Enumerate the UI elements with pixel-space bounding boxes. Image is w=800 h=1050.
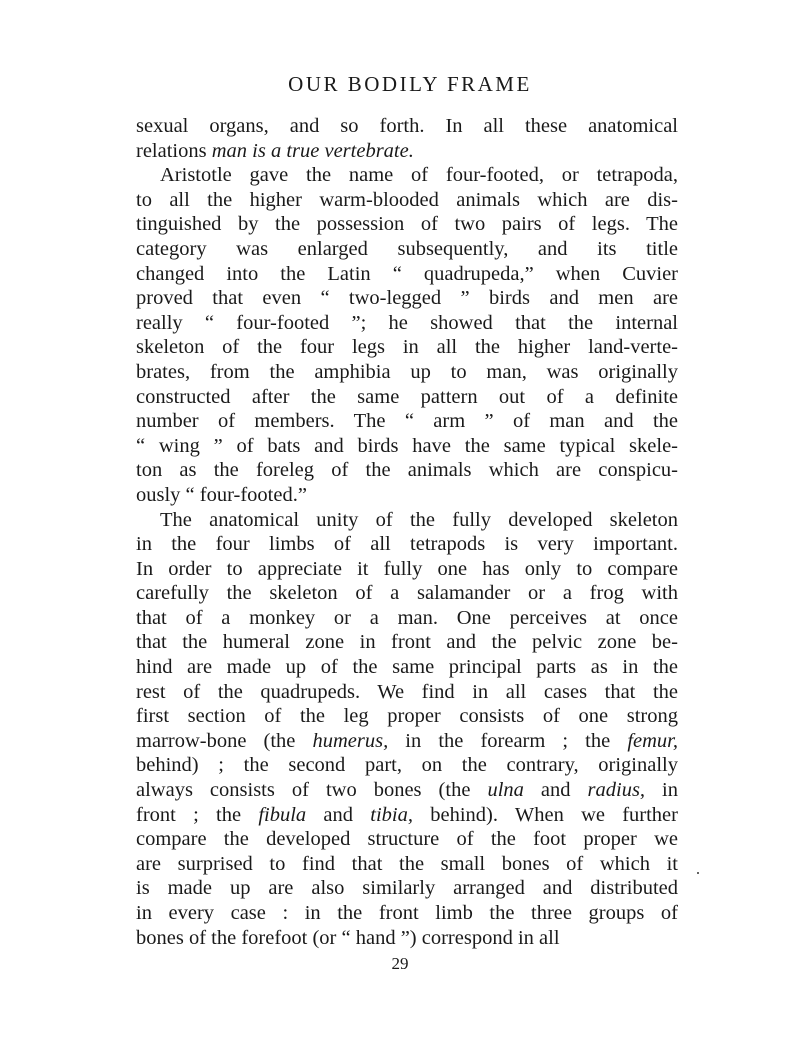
text-run: in the four limbs of all tetrapods is very important. xyxy=(136,533,678,556)
text-line xyxy=(136,680,678,705)
text-line xyxy=(136,926,678,951)
text-run: and xyxy=(306,803,371,826)
text-line xyxy=(136,557,678,582)
italic-run: tibia, xyxy=(370,803,413,826)
text-run: and xyxy=(523,779,588,802)
text-run: always consists of two bones (the xyxy=(136,779,488,802)
text-line xyxy=(136,458,678,483)
text-line xyxy=(136,901,678,926)
text-run: ton as the foreleg of the animals which are conspicu- xyxy=(136,459,678,482)
running-head: OUR BODILY FRAME xyxy=(288,72,532,96)
text-line xyxy=(136,114,678,139)
text-run: that the humeral zone in front and the pelvic zone be- xyxy=(136,631,678,654)
paragraph-1 xyxy=(136,114,678,163)
text-line xyxy=(136,532,678,557)
text-run: front ; the xyxy=(136,803,259,826)
text-run: In order to appreciate it fully one has only to compare xyxy=(136,557,678,580)
text-run: really “ four-footed ”; he showed that the internal xyxy=(136,311,678,334)
italic-run: femur, xyxy=(627,729,678,752)
text-run: hind are made up of the same principal parts as in the xyxy=(136,656,678,679)
text-run: number of members. The “ arm ” of man and the xyxy=(136,410,678,433)
text-line xyxy=(136,753,678,778)
text-line xyxy=(136,139,678,164)
italic-run: man is a true vertebrate. xyxy=(211,139,414,162)
text-run: ously “ four-footed.” xyxy=(136,483,307,506)
text-line xyxy=(136,729,678,754)
page-number: 29 xyxy=(391,954,409,973)
paragraph-3 xyxy=(136,508,678,951)
text-run: behind). When we further xyxy=(413,803,678,826)
text-line xyxy=(136,508,678,533)
text-run: skeleton of the four legs in all the higher land-verte- xyxy=(136,336,678,359)
text-line xyxy=(136,212,678,237)
text-run: changed into the Latin “ quadrupeda,” when Cuvier xyxy=(136,262,678,285)
text-run: Aristotle gave the name of four-footed, or tetrapoda, xyxy=(160,164,678,187)
text-line xyxy=(136,606,678,631)
text-run: tinguished by the possession of two pairs of legs. The xyxy=(136,213,678,236)
text-run: behind) ; the second part, on the contrary, originally xyxy=(136,754,678,777)
text-line xyxy=(136,335,678,360)
text-line xyxy=(136,803,678,828)
italic-run: humerus, xyxy=(312,729,389,752)
text-run: rest of the quadrupeds. We find in all cases that the xyxy=(136,680,678,703)
text-run: “ wing ” of bats and birds have the same typical skele- xyxy=(136,434,678,457)
text-line xyxy=(136,827,678,852)
text-line xyxy=(136,385,678,410)
text-run: proved that even “ two-legged ” birds and men are xyxy=(136,287,678,310)
text-line xyxy=(136,581,678,606)
text-line xyxy=(136,778,678,803)
text-run: that of a monkey or a man. One perceives at once xyxy=(136,606,678,629)
text-run: sexual organs, and so forth. In all these anatomical xyxy=(136,115,678,137)
text-line xyxy=(136,655,678,680)
text-line xyxy=(136,409,678,434)
text-run: to all the higher warm-blooded animals which are dis- xyxy=(136,188,678,211)
text-line xyxy=(136,188,678,213)
italic-run: fibula xyxy=(258,803,307,826)
text-run: are surprised to find that the small bones of which it xyxy=(136,852,678,875)
text-line xyxy=(136,311,678,336)
text-run: brates, from the amphibia up to man, was originally xyxy=(136,360,678,383)
text-line xyxy=(136,483,678,508)
text-run: relations xyxy=(136,139,212,162)
text-line xyxy=(136,360,678,385)
text-run: category was enlarged subsequently, and its title xyxy=(136,237,678,260)
text-run: first section of the leg proper consists of one strong xyxy=(136,705,678,728)
ink-speck xyxy=(697,872,699,874)
text-run: in every case : in the front limb the three groups of xyxy=(136,902,678,924)
text-line xyxy=(136,852,678,877)
text-line xyxy=(136,630,678,655)
text-line xyxy=(136,876,678,901)
body-text xyxy=(136,114,678,950)
text-run: carefully the skeleton of a salamander or a frog with xyxy=(136,582,678,605)
text-line xyxy=(136,237,678,262)
paragraph-2 xyxy=(136,163,678,507)
text-line xyxy=(136,262,678,287)
text-run: bones of the forefoot (or “ hand ”) correspond in all xyxy=(136,926,560,949)
text-run: marrow-bone (the xyxy=(136,729,313,752)
italic-run: ulna xyxy=(487,779,524,802)
text-run: is made up are also similarly arranged and distributed xyxy=(136,877,678,900)
text-line xyxy=(136,704,678,729)
text-run: in the forearm ; the xyxy=(388,729,628,752)
text-line xyxy=(136,434,678,459)
text-run: constructed after the same pattern out of a definite xyxy=(136,385,678,408)
text-line xyxy=(136,286,678,311)
text-run: compare the developed structure of the foot proper we xyxy=(136,828,678,851)
text-run: The anatomical unity of the fully developed skeleton xyxy=(160,508,678,531)
text-line xyxy=(136,163,678,188)
text-run: in xyxy=(645,779,679,802)
italic-run: radius, xyxy=(587,779,646,802)
